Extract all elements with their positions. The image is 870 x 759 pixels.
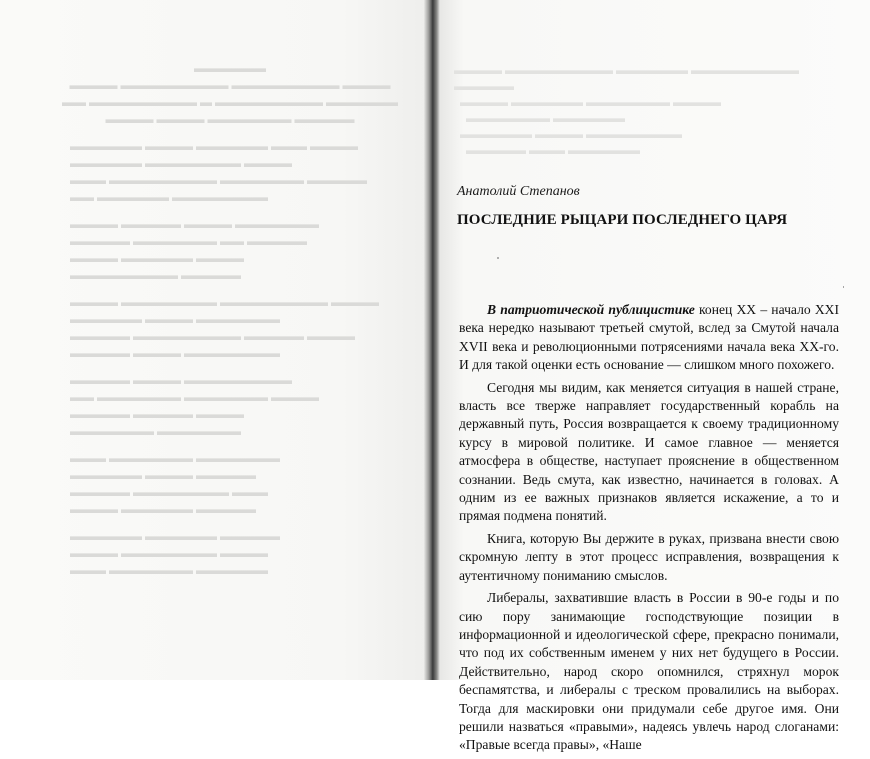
paragraph-2: Сегодня мы видим, как меняется ситуация в нашей стране, власть все тверже направляет государственный корабль на державный путь, Россия возвращается к своему традиционному курсу в мировой политике. И самое главное — меняется атмосфера в обществе, наступает прояснение в общественном сознании. Ведь смута, как известно, начинается в головах. А одним из ее важных признаков является искажение, а то и прямая подмена понятий.	[459, 379, 839, 524]
paragraph-4: Либералы, захватившие власть в России в 90-е годы и по сию пору занимающие господствующие позиции в информационной и идеологической сфере, прекрасно понимали, что под их собственным именем у них нет будущего в России. Действительно, народ скоро опомнился, стряхнул морок беспамятства, и либералы с треском провалились на выборах. Тогда для маскировки они придумали себе другое имя. Они решили назваться «правыми», надеясь увлечь народ слоганами: «Правые всегда правы», «Наше	[459, 590, 839, 753]
body-text	[459, 301, 839, 759]
paragraph-3: Книга, которую Вы держите в руках, призвана внести свою скромную лепту в этот процесс исправления, возвращения к аутентичному пониманию смыслов.	[459, 530, 839, 583]
paragraph-1-lead: В патриотической публицистике	[487, 302, 695, 317]
paper-speck	[843, 286, 844, 288]
paragraph-1-rest: конец ХХ – начало XXI века нередко называют третьей смутой, вслед за Смутой начала XVII века и революционными потрясениями начала века ХХ-го. И для такой оценки есть основание — слишком много похожего.	[459, 302, 839, 373]
left-page	[0, 0, 428, 680]
paper-speck	[497, 257, 499, 259]
bleed-through-text: ▬▬▬▬▬▬ ▬▬▬▬ ▬▬▬▬▬▬▬▬▬ ▬▬▬▬▬▬▬▬▬ ▬▬▬▬ ▬▬ ▬▬▬▬▬▬▬▬▬ ▬ ▬▬▬▬▬▬▬▬▬ ▬▬▬▬▬▬ ▬▬▬▬ ▬▬▬▬ ▬▬▬▬▬▬▬ ▬▬▬▬▬ ▬▬▬▬▬▬ ▬▬▬▬ ▬▬▬▬▬▬ ▬▬▬ ▬▬▬▬ ▬▬▬▬▬▬ ▬▬▬▬▬▬▬▬ ▬▬▬▬ ▬▬▬ ▬▬▬▬▬▬▬▬▬ ▬▬▬▬▬▬▬ ▬▬▬▬▬ ▬▬ ▬▬▬▬▬▬ ▬▬▬▬▬▬▬▬ ▬▬▬▬ ▬▬▬▬▬ ▬▬▬▬ ▬▬▬▬▬▬▬ ▬▬▬▬▬ ▬▬▬▬▬▬▬ ▬▬ ▬▬▬▬▬ ▬▬▬▬ ▬▬▬▬▬▬ ▬▬▬▬ ▬▬▬▬▬▬▬▬▬ ▬▬▬▬▬ ▬▬▬▬ ▬▬▬▬▬▬▬▬ ▬▬▬▬▬▬▬▬▬ ▬▬▬▬ ▬▬▬▬▬▬ ▬▬▬▬ ▬▬▬▬▬▬▬ ▬▬▬▬▬ ▬▬▬▬▬▬▬▬▬ ▬▬▬▬▬ ▬▬▬▬ ▬▬▬▬▬ ▬▬▬▬ ▬▬▬▬▬▬▬▬ ▬▬▬▬▬ ▬▬▬▬ ▬▬▬▬▬▬▬▬▬ ▬▬ ▬▬▬▬▬▬▬ ▬▬▬▬▬▬▬ ▬▬▬▬ ▬▬▬▬▬ ▬▬▬▬▬ ▬▬▬▬ ▬▬▬▬▬▬▬ ▬▬▬▬▬▬▬ ▬▬▬ ▬▬▬▬▬▬▬ ▬▬▬▬▬▬▬ ▬▬▬▬▬▬ ▬▬▬▬ ▬▬▬▬▬ ▬▬▬▬▬ ▬▬▬▬▬▬▬▬ ▬▬▬ ▬▬▬▬ ▬▬▬▬▬▬ ▬▬▬▬▬ ▬▬▬▬▬▬ ▬▬▬▬▬▬ ▬▬▬▬▬ ▬▬▬▬ ▬▬▬▬▬▬▬▬ ▬▬▬▬ ▬▬▬ ▬▬▬▬▬▬▬ ▬▬▬▬▬▬	[40, 61, 398, 577]
paragraph-1	[459, 301, 839, 375]
bleed-through-text-right: ▬▬▬▬ ▬▬▬▬▬▬▬▬▬ ▬▬▬▬▬▬ ▬▬▬▬▬▬▬▬▬ ▬▬▬▬▬ ▬▬▬▬ ▬▬▬▬▬▬ ▬▬▬▬▬▬▬ ▬▬▬▬ ▬▬▬▬▬▬▬ ▬▬▬▬▬▬ ▬▬▬▬▬▬ ▬▬▬▬ ▬▬▬▬▬▬▬▬ ▬▬▬▬▬ ▬▬▬ ▬▬▬▬▬▬	[454, 63, 799, 157]
author-name: Анатолий Степанов	[457, 184, 580, 199]
chapter-title: ПОСЛЕДНИЕ РЫЦАРИ ПОСЛЕДНЕГО ЦАРЯ	[457, 212, 788, 228]
book-gutter	[424, 0, 440, 680]
